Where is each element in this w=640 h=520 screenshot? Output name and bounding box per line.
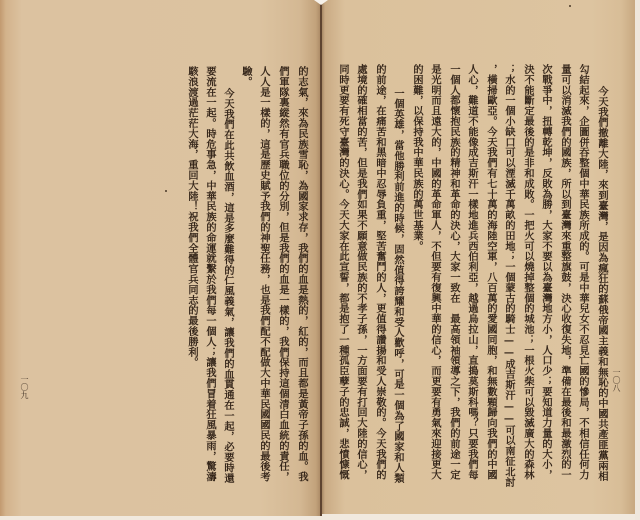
right-page-column-2: 勾結起來，企圖併吞整個中華民族所成的。可是中華兒女不忍見亡國的慘局，不相信任何力 bbox=[577, 64, 589, 480]
left-page-column-4: 驗。 bbox=[240, 66, 252, 87]
left-page-number: 一〇九 bbox=[20, 375, 29, 399]
book-spine bbox=[320, 4, 322, 516]
right-page-column-6: ；水的一個小缺口可以湮滅千萬畝的田地；一個蒙古的騎士——成吉斯汗——可以南征北討 bbox=[503, 64, 515, 488]
right-page-column-12: 一個英雄，當他勝利前進的時候，固然值得誇耀和受人歡呼，可是一個為了國家和人類 bbox=[392, 88, 404, 484]
right-page-number: 一〇八 bbox=[612, 368, 621, 392]
right-page-column-3: 量可以消滅我們的國族，所以到臺灣來重整旗鼓，決心收復失地，準備在最後和最激烈的一 bbox=[559, 64, 571, 480]
right-page-column-11: 的困難，以保持我中華民族的萬世基業。 bbox=[411, 64, 423, 252]
left-page-column-1: 的志氣，來為民族雪恥，為國家求存，我們的血是熱的，紅的，而且都是黃帝子孫的血。我 bbox=[296, 66, 308, 482]
paper-speck bbox=[165, 190, 167, 192]
left-page-column-7: 駭浪渡過茫茫大海，重回大陸！祝我們全體官兵同志的最後勝利。 bbox=[186, 66, 198, 368]
right-page-column-14: 處境的確相當的苦，但是我們如果不願意做民族的不孝子孫，一方面要有打回大陸的信心， bbox=[355, 64, 367, 480]
right-page-column-4: 次戰爭中，扭轉乾坤，反敗為勝，大家不要以為臺灣地方小，人口少；要知道力量的大小， bbox=[540, 64, 552, 480]
left-page-column-3: 人人是一樣的，這是歷史賦予我們的神聖任務，也是我們配不配做大中華民國國民的最後考 bbox=[258, 66, 270, 482]
right-page-column-13: 的前途，在痛苦和黑暗中忍辱負重，堅苦奮鬥的人，更值得讚揚和受人崇敬的。今天我們的 bbox=[374, 64, 386, 480]
page-edge bbox=[635, 0, 640, 520]
spine-gap bbox=[314, 0, 328, 5]
right-page-column-15: 同時更要有死守臺灣的決心。今天大家在此宣誓，都是抱了一種孤臣孽子的忠誠，悲憤慷慨 bbox=[337, 64, 349, 480]
right-page-column-9: 一個人都懷抱民族的精神和革命的決心，大家一致在 最高領袖領導之下，我們的前途一定 bbox=[448, 64, 460, 480]
left-page-column-2: 們軍隊裏縱然有官兵職位的分別，但是我們的血是一樣的，我們保持這個清白血統的責任， bbox=[277, 66, 289, 482]
right-page-column-8: 人心，難道不能像成吉斯汗一樣地進兵西伯利亞，越過烏拉山，直搗莫斯科嗎？只要我們每 bbox=[466, 64, 478, 480]
left-page-column-6: 要流在一起。時危事急，中華民族的命運就繫於我們每一個人；讓我們冒着狂風暴雨，驚濤 bbox=[204, 66, 216, 482]
paper-speck bbox=[569, 5, 571, 7]
right-page-column-5: 決不能斷定最後的是非和成敗。一把火可以燒掉整個的城池；一根火柴可以毀滅廣大的森林 bbox=[522, 64, 534, 480]
left-page bbox=[0, 0, 321, 516]
right-page-column-1: 今天我們撤離大陸，來到臺灣，是因為瘋狂的蘇俄帝國主義和無恥的中國共產匪黨兩相 bbox=[596, 86, 608, 482]
right-page-column-7: ，橫掃歐亞。今天我們有七十萬的海陸空軍，八百萬的愛國同胞，和無數顆歸向我們的中國 bbox=[485, 64, 497, 480]
left-page-column-5: 今天我們在此共飲血酒，這是多麼難得的仁風義氣，讓我們的血貫通在一起，必要時還 bbox=[222, 88, 234, 484]
right-page-column-10: 是光明而且遠大的，中國的革命軍人，不但要有復興中華的信心，而更要有勇氣來迎接更大 bbox=[429, 64, 441, 480]
